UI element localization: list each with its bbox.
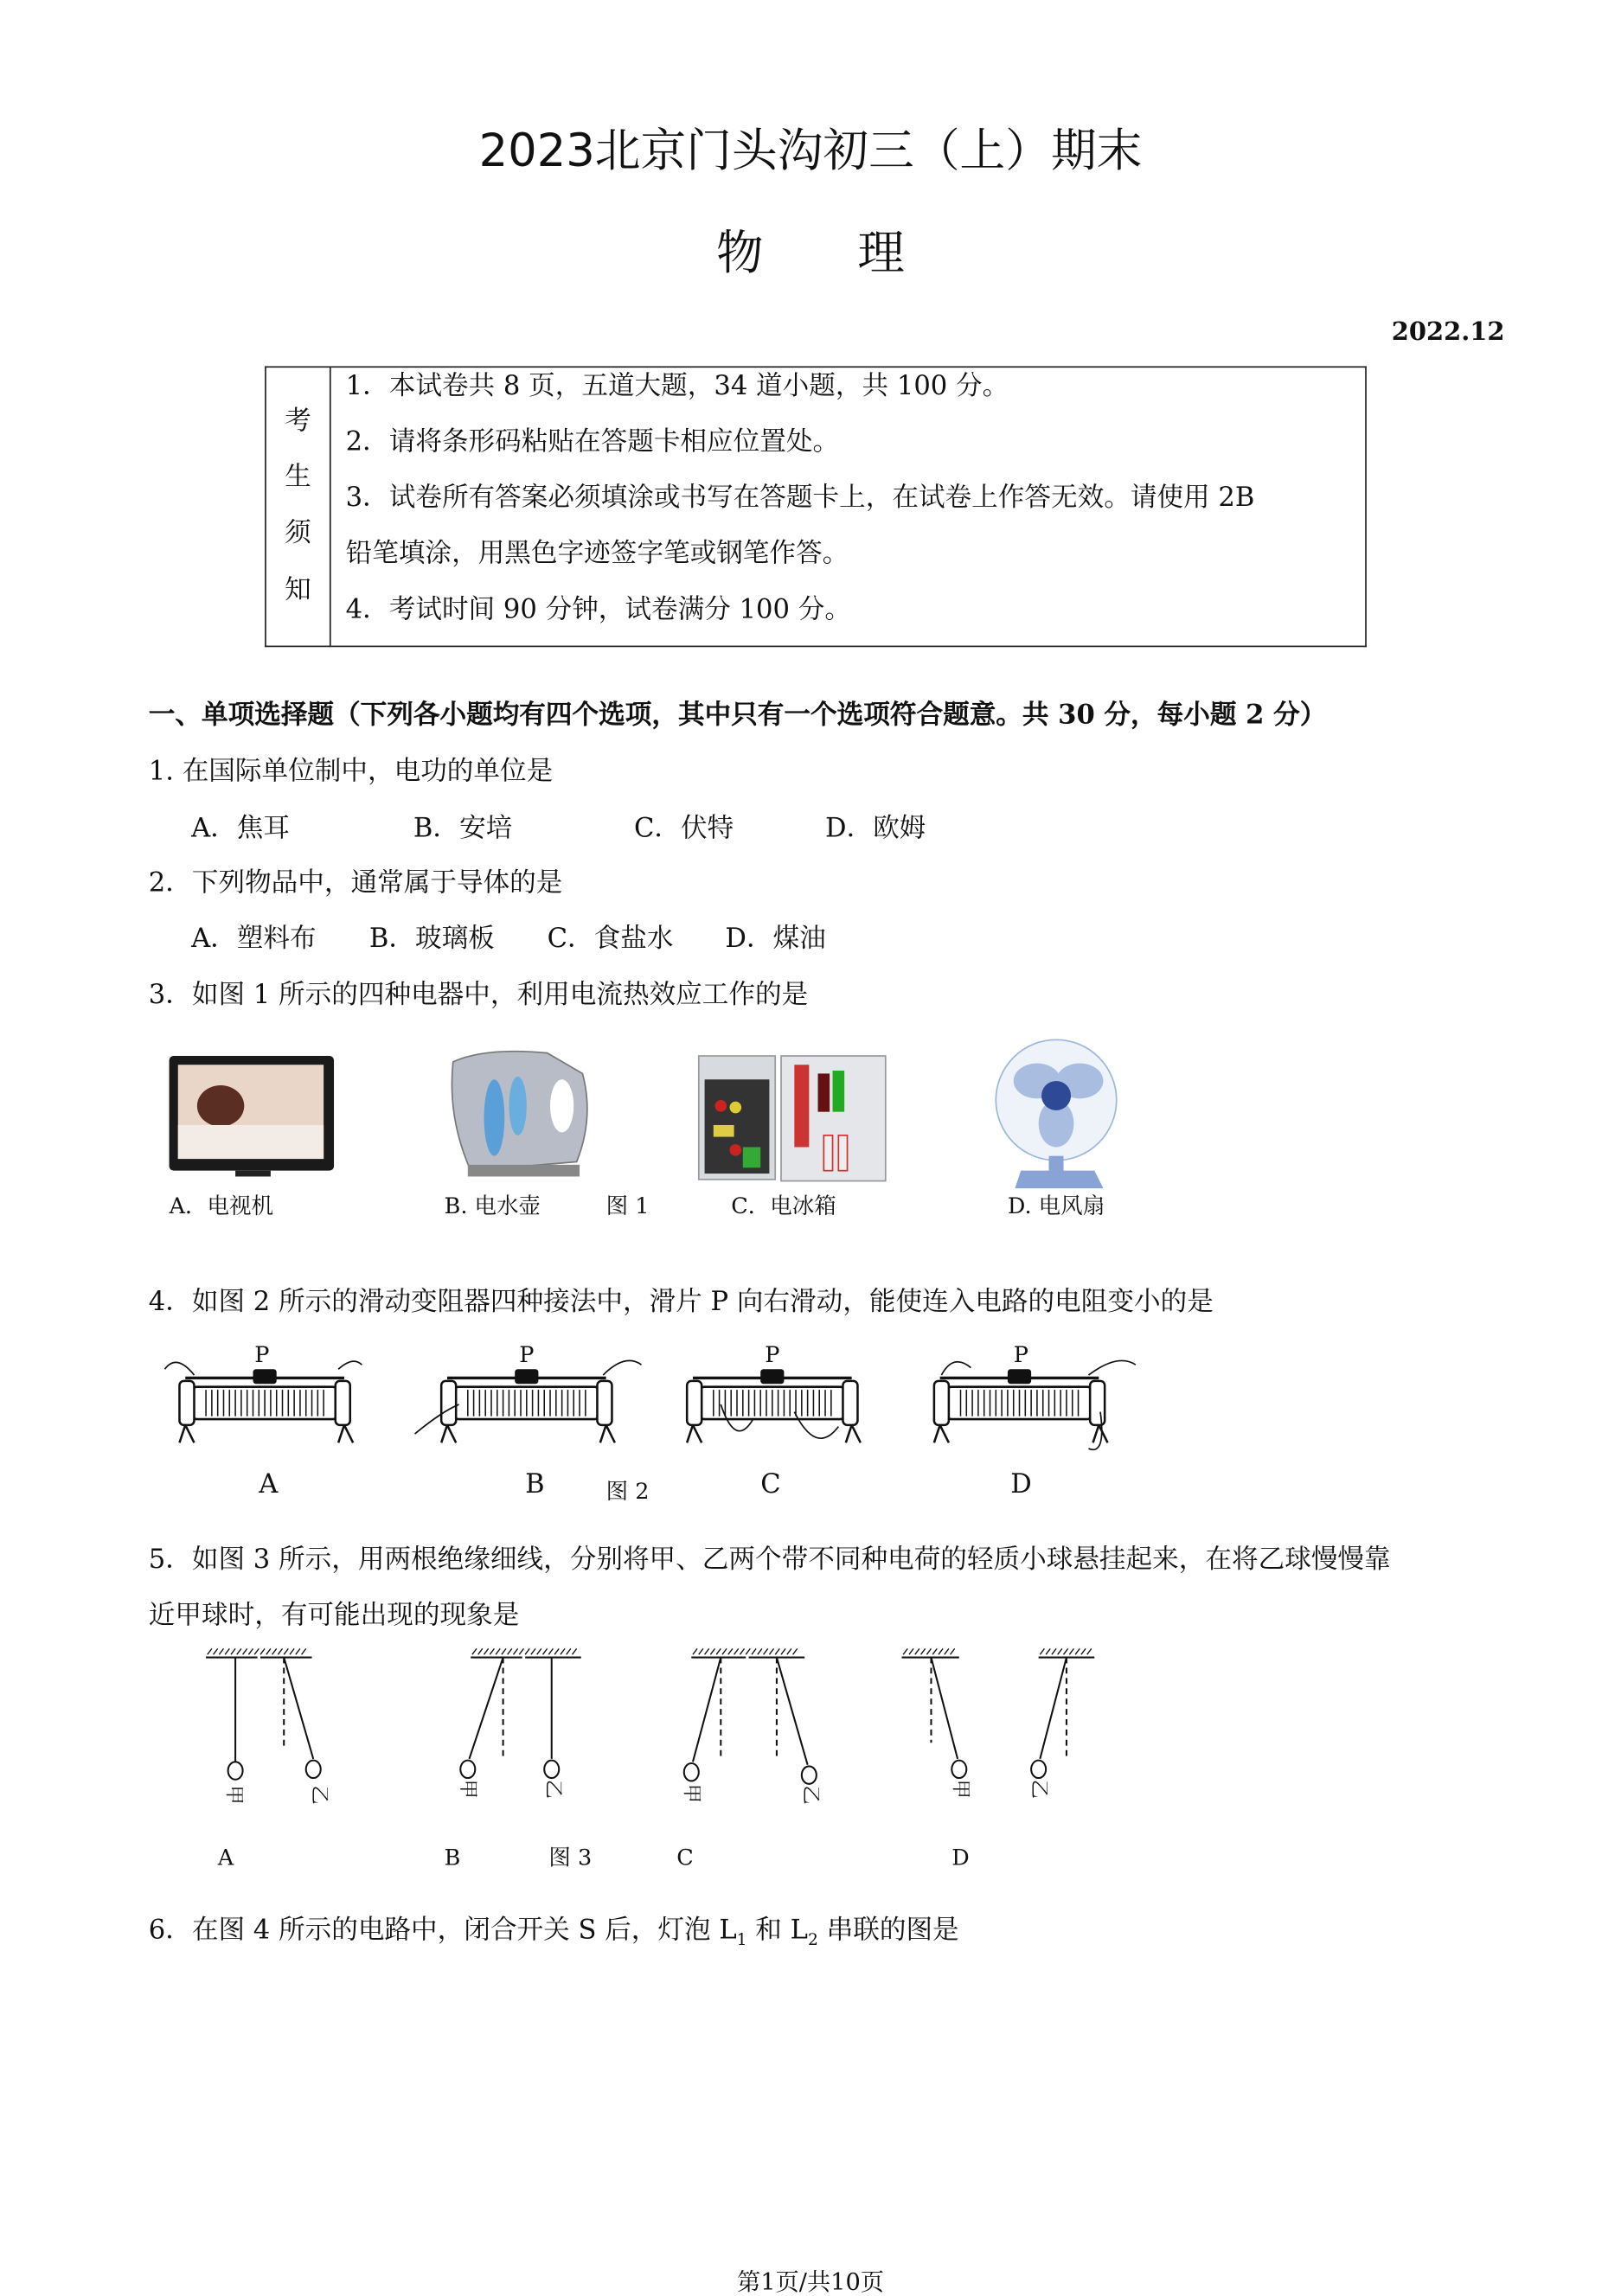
slider-label-p: P — [765, 1340, 780, 1368]
q2-option-b: B．玻璃板 — [368, 923, 495, 955]
ball-label-jia: 甲 — [948, 1779, 971, 1799]
q3-option-d: D. 电风扇 — [1007, 1193, 1105, 1219]
figure-2-rheostats — [0, 1360, 1621, 1463]
notice-line: 2．请将条形码粘贴在答题卡相应位置处。 — [345, 426, 840, 457]
q6-subscript: 1 — [736, 1930, 747, 1950]
section-heading: 一、单项选择题（下列各小题均有四个选项，其中只有一个选项符合题意。共 30 分，每小题 2 分） — [148, 700, 1327, 732]
rheostat-a — [179, 1369, 353, 1442]
slider-label-p: P — [519, 1340, 535, 1368]
notice-label — [266, 367, 330, 646]
q3-option-a: A．电视机 — [169, 1193, 274, 1219]
ball-label-jia: 甲 — [679, 1783, 702, 1803]
notice-label-char: 生 — [285, 461, 311, 493]
notice-label-char: 须 — [285, 517, 311, 549]
rheostat-d — [934, 1369, 1108, 1442]
q1-option-d: D．欧姆 — [825, 813, 926, 845]
q1-option-a: A．焦耳 — [191, 813, 291, 845]
q1-option-b: B．安培 — [413, 813, 513, 845]
fridge-image — [699, 1056, 886, 1181]
tv-image — [170, 1056, 334, 1176]
q4-option-a: A — [259, 1468, 279, 1500]
q4-option-b: B — [525, 1468, 545, 1500]
question-6-stem — [148, 1915, 959, 1950]
notice-label-char: 考 — [285, 406, 311, 438]
figure-3-caption: 图 3 — [548, 1844, 593, 1871]
figure-1-caption: 图 1 — [605, 1193, 650, 1219]
question-4-stem: 4．如图 2 所示的滑动变阻器四种接法中，滑片 P 向右滑动，能使连入电路的电阻变小的是 — [148, 1287, 1214, 1318]
notice-line: 铅笔填涂，用黑色字迹签字笔或钢笔作答。 — [345, 538, 849, 570]
pendulum-a — [206, 1658, 321, 1780]
notice-content — [330, 367, 1366, 646]
kettle-image — [452, 1052, 586, 1177]
ball-label-yi: 乙 — [1027, 1779, 1049, 1799]
q2-option-d: D．煤油 — [725, 923, 826, 955]
notice-line: 4．考试时间 90 分钟，试卷满分 100 分。 — [345, 594, 851, 625]
q5-option-b: B — [444, 1844, 461, 1871]
slider-label-p: P — [254, 1340, 270, 1368]
ball-label-yi: 乙 — [307, 1785, 330, 1805]
question-1-stem: 1. 在国际单位制中，电功的单位是 — [148, 756, 554, 787]
q2-option-c: C．食盐水 — [547, 923, 674, 955]
q2-option-a: A．塑料布 — [191, 923, 317, 955]
question-3-stem: 3．如图 1 所示的四种电器中，利用电流热效应工作的是 — [148, 979, 809, 1011]
exam-notice-table — [265, 366, 1367, 647]
q5-option-d: D — [951, 1844, 970, 1871]
ball-label-yi: 乙 — [798, 1785, 821, 1805]
q4-option-c: C — [760, 1468, 781, 1500]
pendulum-c — [684, 1658, 817, 1784]
notice-line: 3．试卷所有答案必须填涂或书写在答题卡上，在试卷上作答无效。请使用 2B — [345, 482, 1255, 514]
q5-option-c: C — [676, 1844, 694, 1871]
ball-label-jia: 甲 — [221, 1785, 245, 1805]
ball-label-jia: 甲 — [456, 1779, 478, 1799]
q6-stem-part: 串联的图是 — [817, 1915, 959, 1946]
figure-1-appliances — [0, 1029, 1621, 1191]
q6-stem-part: 和 L — [746, 1915, 808, 1946]
q6-stem-part: 6．在图 4 所示的电路中，闭合开关 S 后，灯泡 L — [148, 1915, 737, 1946]
q5-option-a: A — [217, 1844, 234, 1871]
subject-title: 物 理 — [716, 225, 905, 281]
ball-label-yi: 乙 — [541, 1779, 564, 1799]
q3-option-b: B. 电水壶 — [444, 1193, 541, 1219]
figure-3-pendulums — [0, 1640, 1621, 1787]
pendulum-d — [901, 1658, 1094, 1778]
page-footer: 第1页/共10页 — [737, 2267, 885, 2296]
question-2-stem: 2．下列物品中，通常属于导体的是 — [148, 867, 563, 899]
slider-label-p: P — [1013, 1340, 1028, 1368]
exam-date: 2022.12 — [1391, 317, 1505, 348]
pendulum-b — [460, 1658, 580, 1778]
figure-2-caption: 图 2 — [605, 1478, 650, 1505]
q6-subscript: 2 — [807, 1930, 818, 1950]
q4-option-d: D — [1010, 1468, 1032, 1500]
notice-line: 1．本试卷共 8 页，五道大题，34 道小题，共 100 分。 — [345, 370, 1009, 402]
fan-image — [996, 1039, 1116, 1188]
q1-option-c: C．伏特 — [633, 813, 734, 845]
question-5-stem-cont: 近甲球时，有可能出现的现象是 — [148, 1600, 520, 1631]
question-5-stem: 5．如图 3 所示，用两根绝缘细线，分别将甲、乙两个带不同种电荷的轻质小球悬挂起来，在将乙球慢慢靠 — [148, 1544, 1391, 1576]
rheostat-b — [441, 1369, 615, 1442]
exam-title: 2023北京门头沟初三（上）期末 — [478, 125, 1143, 178]
q3-option-c: C．电冰箱 — [731, 1193, 836, 1219]
notice-label-char: 知 — [285, 574, 311, 606]
